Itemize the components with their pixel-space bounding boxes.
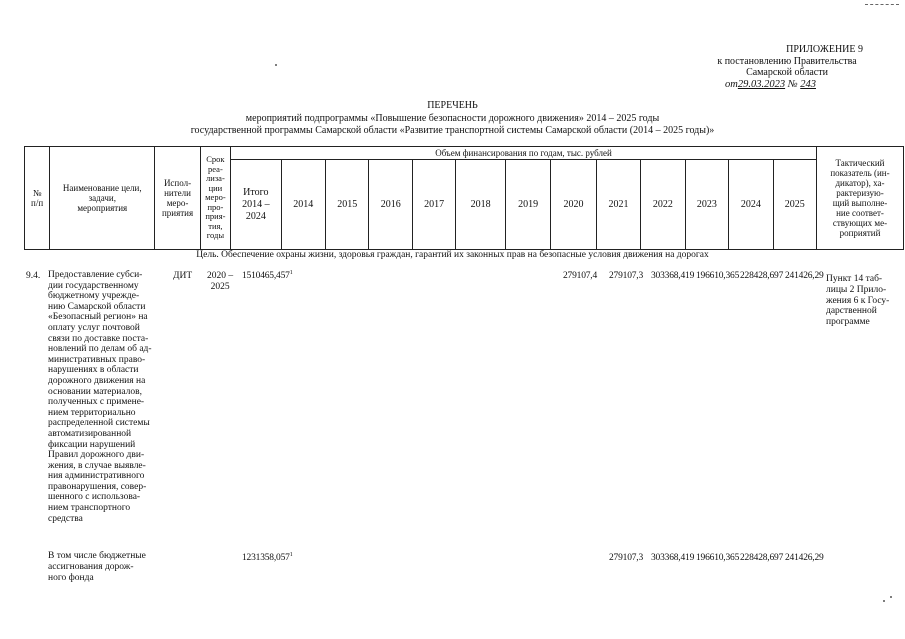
header-total: Итого 2014 – 2024 — [231, 160, 282, 250]
appendix-date-number — [687, 79, 867, 91]
scan-speck — [275, 64, 277, 66]
including-2021: 279107,3 — [609, 553, 644, 563]
row-number: 9.4. — [26, 271, 41, 281]
row-indicator: Пункт 14 таб- лицы 2 Прило- жения 6 к Госу- дарственной программе — [826, 274, 890, 328]
row-total — [242, 271, 293, 282]
value-2023: 196610,365 — [696, 271, 740, 281]
header-financing: Объем финансирования по годам, тыс. рублей — [231, 147, 817, 160]
header-year: 2022 — [641, 160, 685, 250]
including-total-footnote: 1 — [289, 551, 293, 558]
header-year: 2014 — [281, 160, 325, 250]
number-prefix: № — [787, 78, 798, 90]
value-2025: 241426,29 — [785, 271, 824, 281]
header-indicator: Тактический показатель (ин- дикатор), ха- рактеризую- щий выполне- ние соответ- ствующих ме- роприятий — [816, 147, 903, 250]
row-total-value: 1510465,457 — [242, 271, 290, 281]
goal-text: Цель. Обеспечение охраны жизни, здоровья граждан, гарантий их законных прав на безопасные условия движения на дорогах — [196, 250, 709, 260]
scan-speck — [890, 596, 892, 598]
number-value: 243 — [800, 78, 816, 90]
value-2022: 303368,419 — [651, 271, 695, 281]
including-total — [242, 553, 293, 564]
value-2020: 279107,4 — [563, 271, 598, 281]
header-year: 2015 — [326, 160, 369, 250]
header-name: Наименование цели, задачи, мероприятия — [50, 147, 155, 250]
including-2025: 241426,29 — [785, 553, 824, 563]
header-year: 2020 — [551, 160, 596, 250]
including-2022: 303368,419 — [651, 553, 695, 563]
heading-program: государственной программы Самарской области «Развитие транспортной системы Самарской области (2014 – 2025 годы)» — [190, 125, 715, 136]
including-total-value: 1231358,057 — [242, 553, 290, 563]
including-2023: 196610,365 — [696, 553, 740, 563]
heading-subprogram: мероприятий подпрограммы «Повышение безопасности дорожного движения» 2014 – 2025 годы — [245, 112, 660, 124]
header-year: 2025 — [773, 160, 816, 250]
row-executor: ДИТ — [173, 271, 193, 281]
row-total-footnote: 1 — [289, 269, 293, 276]
appendix-title: ПРИЛОЖЕНИЕ 9 — [786, 44, 863, 55]
header-term: Срок реа- лиза- ции меро- про- прия- тия, годы — [200, 147, 230, 250]
including-description: В том числе бюджетные ассигнования дорож- ного фонда — [48, 551, 146, 583]
row-description: Предоставление субси- дии государственному бюджетному учрежде- нию Самарской области «Безопасный регион» на оплату услуг почтовой связи по доставке поста- новлений по делам об ад- министративных право- нарушениях в области дорожного движения на основании материалов, полученных с примене- нием территориально распределенной системы автоматизированной фиксации нарушений Правил дорожного дви- жения, в случае выявле- ния административного правонарушения, совер- шенного с использова- нием транспортного средства — [48, 270, 152, 524]
header-year: 2023 — [685, 160, 728, 250]
header-year: 2016 — [369, 160, 412, 250]
appendix-region: Самарской области — [746, 67, 828, 78]
document-heading — [0, 100, 905, 138]
heading-title: ПЕРЕЧЕНЬ — [427, 100, 478, 111]
header-year: 2024 — [729, 160, 773, 250]
value-2024: 228428,697 — [740, 271, 784, 281]
including-2024: 228428,697 — [740, 553, 784, 563]
date-value: 29.03.2023 — [737, 78, 786, 90]
header-year: 2017 — [412, 160, 455, 250]
financing-table-header — [24, 146, 904, 250]
appendix-resolution: к постановлению Правительства — [717, 55, 857, 67]
scan-edge-mark — [865, 4, 899, 5]
header-year: 2018 — [456, 160, 506, 250]
value-2021: 279107,3 — [609, 271, 644, 281]
header-number: № п/п — [25, 147, 50, 250]
header-year: 2019 — [505, 160, 550, 250]
row-term: 2020 – 2025 — [207, 271, 234, 292]
header-year: 2021 — [596, 160, 640, 250]
appendix-block — [687, 44, 867, 90]
header-executors: Испол- нители меро- приятия — [155, 147, 200, 250]
scan-speck — [883, 600, 885, 602]
date-prefix: от — [725, 78, 738, 90]
